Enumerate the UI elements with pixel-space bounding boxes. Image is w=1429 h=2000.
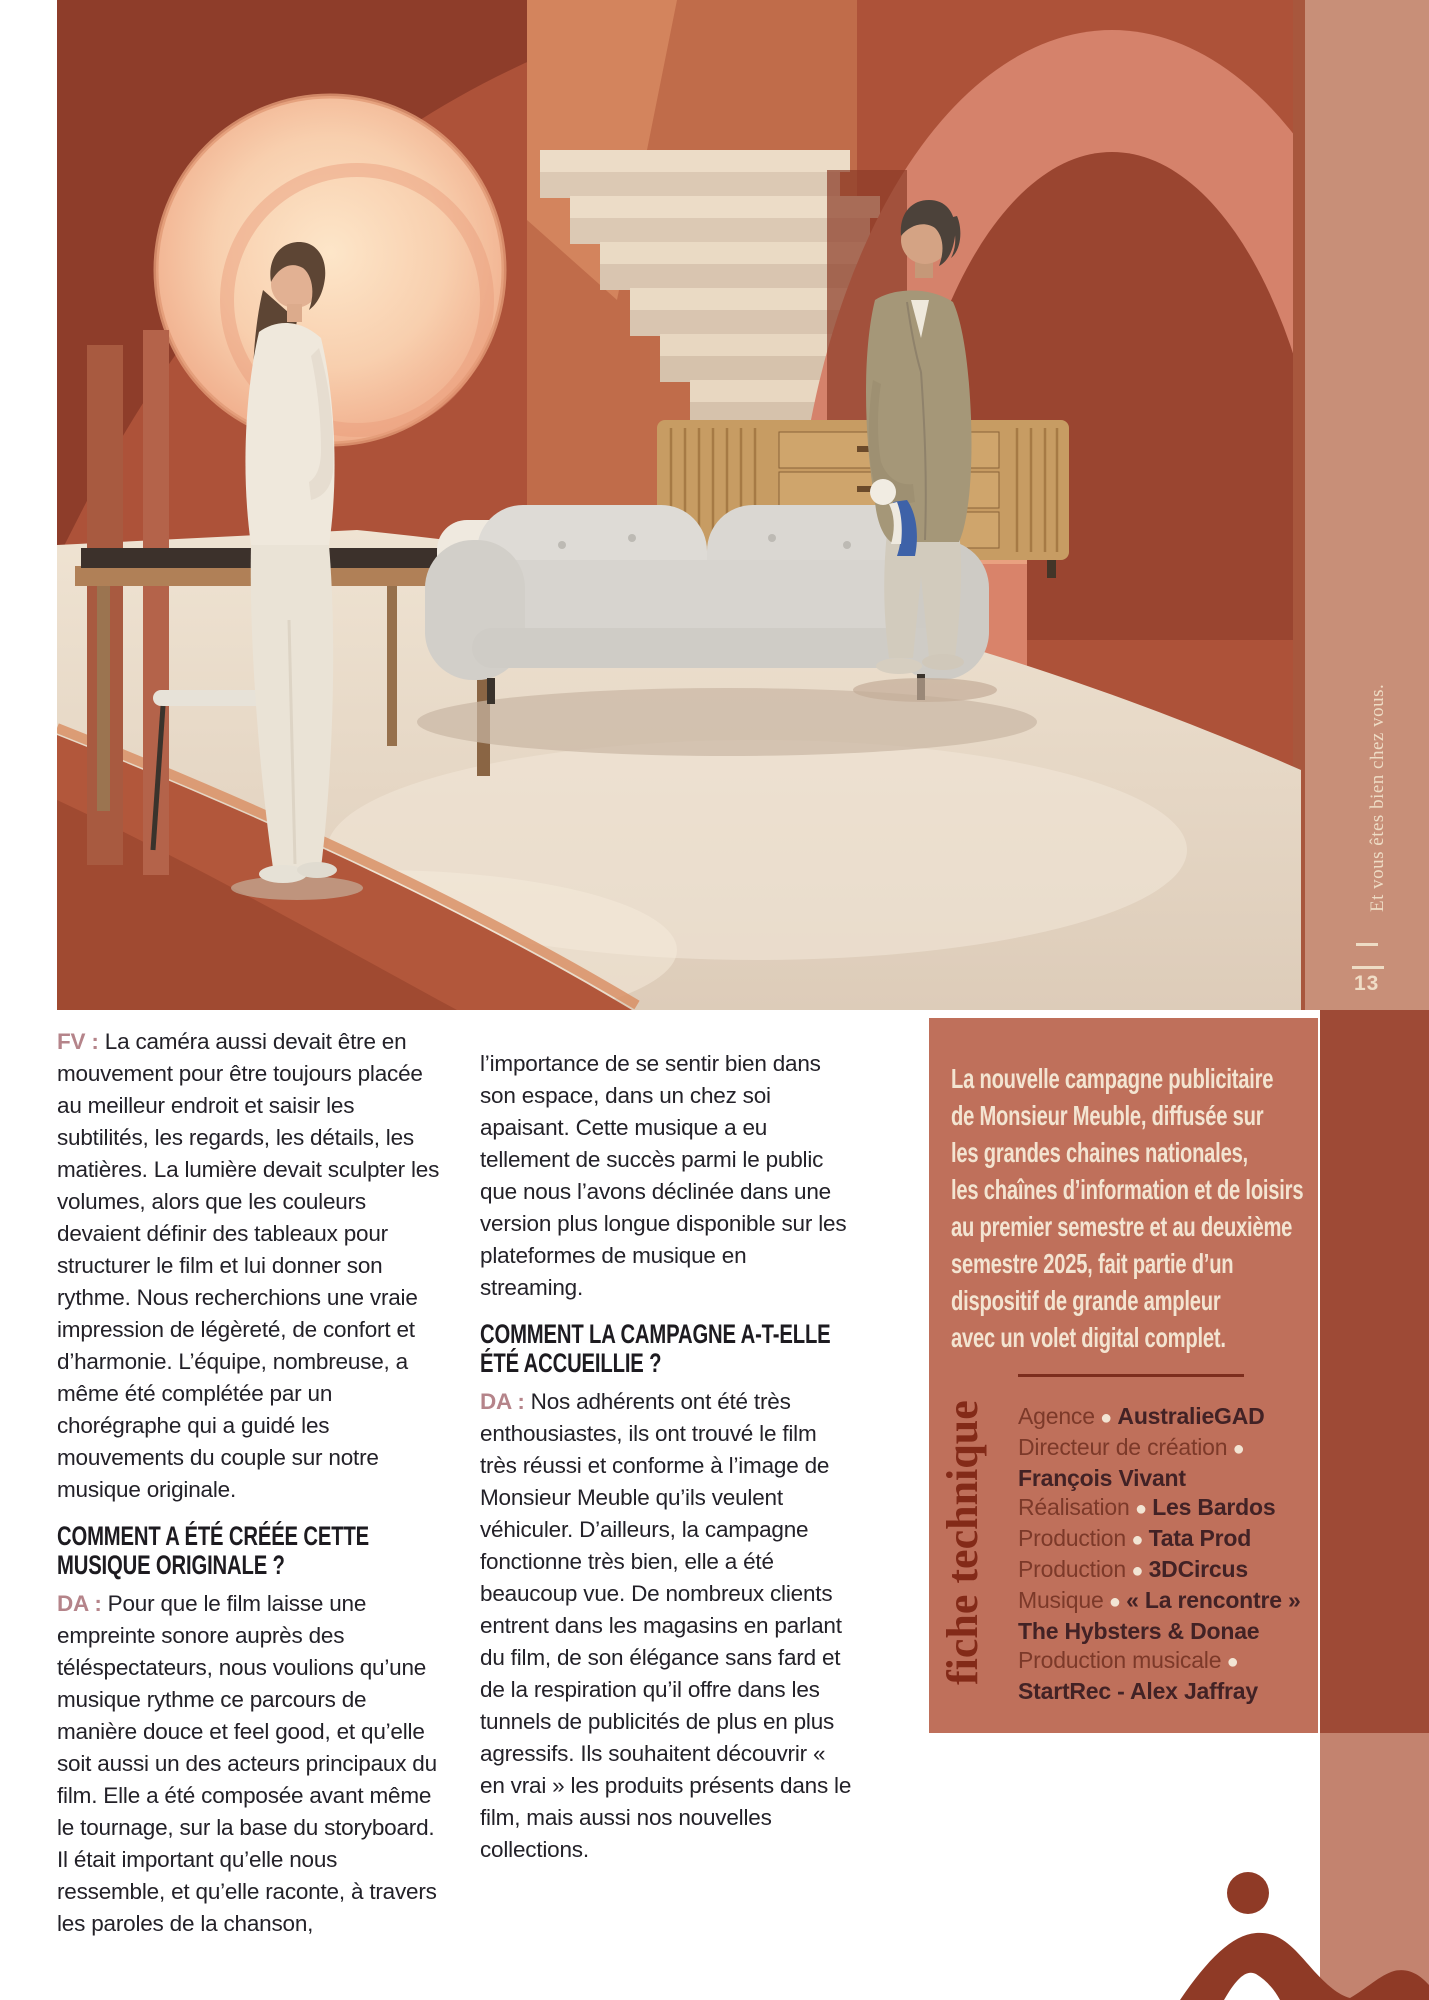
credit-label: Production	[1018, 1525, 1126, 1551]
credit-label: Directeur de création	[1018, 1434, 1228, 1460]
article-column-1	[57, 1026, 451, 1940]
section-heading-campagne: COMMENT LA CAMPAGNE A-T-ELLE ÉTÉ ACCUEILLIE ?	[480, 1319, 831, 1378]
credit-entry	[1018, 1402, 1318, 1433]
credit-value: « La rencontre » The Hybsters & Donae	[1018, 1587, 1301, 1644]
callout-headline-line: les chaînes d’information et de loisirs	[951, 1174, 1304, 1205]
paragraph-text: Pour que le film laisse une empreinte sonore auprès des téléspectateurs, nous voulions qu’une musique rythme ce parcours de manière douce et feel good, et qu’elle soit aussi un des acteurs principaux du film. Elle a été composée avant même le tournage, sur la base du storyboard. Il était important qu’elle nous ressemble, et qu’elle raconte, à travers les paroles de la chanson,	[57, 1591, 437, 1936]
credit-entry	[1018, 1493, 1318, 1524]
credit-entry	[1018, 1555, 1318, 1586]
bullet-icon: ●	[1094, 1407, 1118, 1429]
bullet-icon: ●	[1125, 1560, 1149, 1582]
campaign-photo-illustration	[57, 0, 1429, 1010]
article-paragraph-fv	[57, 1026, 451, 1506]
speaker-initials-da: DA :	[57, 1591, 102, 1616]
speaker-initials-da: DA :	[480, 1389, 525, 1414]
campaign-callout-box	[929, 1018, 1318, 1733]
speaker-initials-fv: FV :	[57, 1029, 99, 1054]
credit-label: Réalisation	[1018, 1494, 1130, 1520]
credit-label: Production	[1018, 1556, 1126, 1582]
bullet-icon: ●	[1125, 1529, 1149, 1551]
callout-headline-line: avec un volet digital complet.	[951, 1322, 1226, 1353]
logo-dot-icon	[1227, 1872, 1269, 1914]
bullet-icon: ●	[1221, 1651, 1239, 1673]
paragraph-text: La caméra aussi devait être en mouvement pour être toujours placée au meilleur endroit et saisir les subtilités, les regards, les détails, les matières. La lumière devait sculpter les volumes, alors que les couleurs devaient définir des tableaux pour structurer le film et lui donner son rythme. Nous recherchions une vraie impression de légèreté, de confort et d’harmonie. L’équipe, nombreuse, a même été complétée par un chorégraphe qui a guidé les mouvements du couple sur notre musique originale.	[57, 1029, 440, 1502]
credit-value: Tata Prod	[1148, 1525, 1252, 1551]
paragraph-text: l’importance de se sentir bien dans son espace, dans un chez soi apaisant. Cette musique a eu tellement de succès parmi le public que nous l’avons déclinée dans une version plus longue disponible sur les plateformes de musique en streaming.	[480, 1051, 847, 1300]
article-column-2	[480, 1048, 854, 1866]
right-strip-dark	[1320, 1010, 1429, 1733]
callout-headline-line: semestre 2025, fait partie d’un	[951, 1248, 1234, 1279]
callout-headline-line: au premier semestre et au deuxième	[951, 1211, 1293, 1242]
credit-label: Musique	[1018, 1587, 1104, 1613]
credit-entry	[1018, 1646, 1318, 1706]
credit-value: StartRec - Alex Jaffray	[1018, 1678, 1258, 1704]
callout-headline-line: de Monsieur Meuble, diffusée sur	[951, 1100, 1264, 1131]
tagline-divider	[1352, 966, 1384, 969]
section-heading-musique: COMMENT A ÉTÉ CRÉÉE CETTE MUSIQUE ORIGINALE ?	[57, 1521, 370, 1580]
bullet-icon: ●	[1103, 1591, 1127, 1613]
article-paragraph-da1	[57, 1588, 451, 1940]
credit-entry	[1018, 1433, 1318, 1493]
callout-headline-line: dispositif de grande ampleur	[951, 1285, 1221, 1316]
logo-wave-icon	[1180, 1933, 1429, 2000]
article-paragraph-da2	[480, 1386, 854, 1866]
photo-tagline: Et vous êtes bien chez vous.	[1367, 683, 1388, 913]
page-number: 13	[1354, 972, 1380, 995]
credit-label: Agence	[1018, 1403, 1095, 1429]
campaign-photo	[57, 0, 1429, 1010]
fiche-technique-label: fiche technique	[938, 1400, 987, 1686]
credit-value: 3DCircus	[1148, 1556, 1248, 1582]
credit-value: Les Bardos	[1152, 1494, 1276, 1520]
callout-headline	[951, 1060, 1303, 1356]
credit-entry	[1018, 1586, 1318, 1646]
credit-value: AustralieGAD	[1117, 1403, 1265, 1429]
brand-logo-mark	[1180, 1855, 1429, 2000]
credit-entry	[1018, 1524, 1318, 1555]
credit-label: Production musicale	[1018, 1647, 1222, 1673]
bullet-icon: ●	[1227, 1438, 1245, 1460]
article-paragraph-cont	[480, 1048, 854, 1304]
paragraph-text: Nos adhérents ont été très enthousiastes, ils ont trouvé le film très réussi et conforme à l’image de Monsieur Meuble qu’ils veulent véhiculer. D’ailleurs, la campagne fonctionne très bien, elle a été beaucoup vue. De nombreux clients entrent dans les magasins en parlant du film, de son élégance sans fard et de la respiration qu’il offre dans les tunnels de publicités de plus en plus agressifs. Ils souhaitent découvrir « en vrai » les produits présents dans le film, mais aussi nos nouvelles collections.	[480, 1389, 852, 1862]
credits-list	[1018, 1402, 1318, 1706]
credits-divider	[1018, 1374, 1244, 1377]
callout-headline-line: les grandes chaines nationales,	[951, 1137, 1248, 1168]
credit-value: François Vivant	[1018, 1465, 1186, 1491]
callout-headline-line: La nouvelle campagne publicitaire	[951, 1063, 1274, 1094]
tagline-divider	[1356, 943, 1378, 946]
bullet-icon: ●	[1129, 1498, 1153, 1520]
